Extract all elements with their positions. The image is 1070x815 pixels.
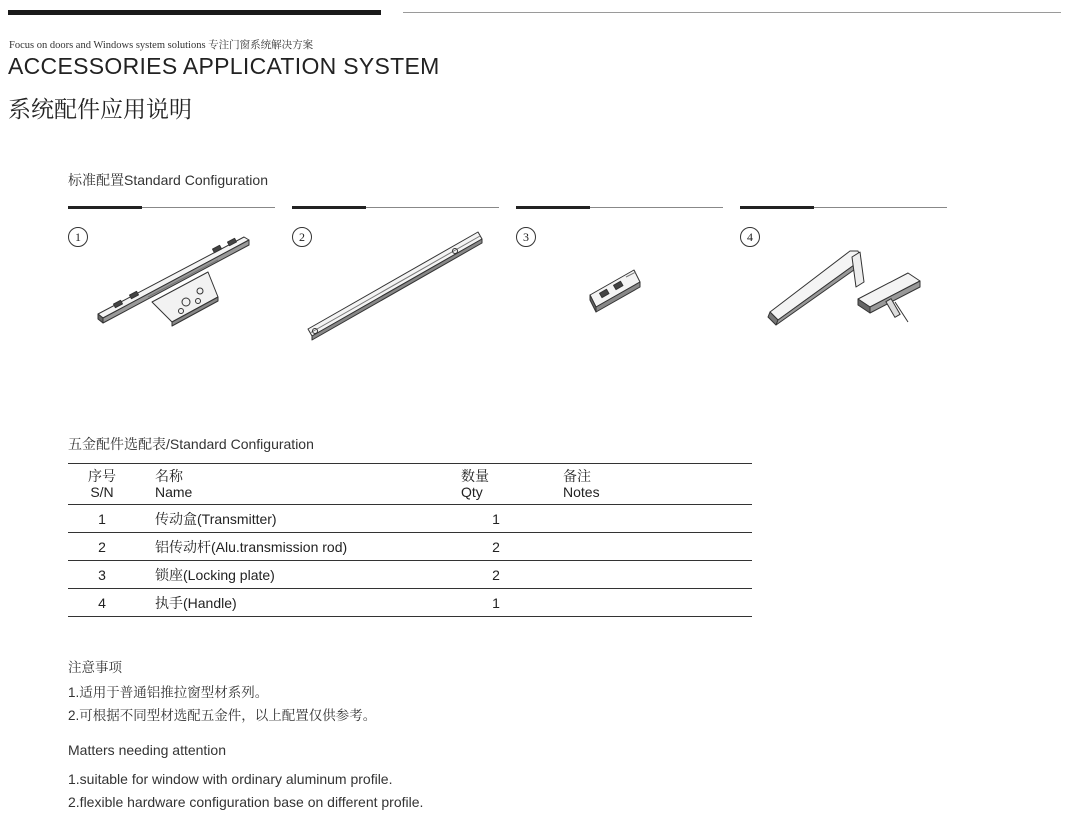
note-line-en: 2.flexible hardware configuration base on different profile.: [68, 793, 424, 810]
row-qty: 1: [492, 594, 500, 611]
note-line-en: 1.suitable for window with ordinary aluminum profile.: [68, 771, 393, 787]
header-sn-en: S/N: [90, 484, 114, 500]
header-qty: [433, 464, 531, 505]
table-row: [68, 505, 752, 533]
header-sn-cn: 序号: [88, 468, 116, 484]
row-notes: [531, 533, 752, 561]
hardware-config-table: [68, 463, 752, 617]
row-qty: 2: [492, 566, 500, 583]
row-sn: 3: [98, 566, 106, 583]
notes-title-en: Matters needing attention: [68, 742, 226, 758]
item-number: 2: [292, 227, 312, 247]
note-line-cn: 1.适用于普通铝推拉窗型材系列。: [68, 685, 269, 700]
header-sn: [68, 464, 136, 505]
item-number: 1: [68, 227, 88, 247]
row-sn: 4: [98, 594, 106, 611]
row-name: 传动盒(Transmitter): [155, 510, 277, 527]
header-notes: [531, 464, 752, 505]
handle-icon: [740, 207, 947, 347]
locking-plate-icon: [516, 207, 723, 347]
item-number: 4: [740, 227, 760, 247]
header-name-en: Name: [155, 484, 193, 500]
row-name: 锁座(Locking plate): [155, 566, 275, 583]
table-header-row: [68, 464, 752, 505]
header-qty-cn: 数量: [461, 468, 489, 484]
page-title-en: ACCESSORIES APPLICATION SYSTEM: [8, 53, 440, 79]
accessory-item-1: [68, 207, 275, 347]
header-notes-cn: 备注: [563, 468, 591, 484]
notes-list-en: [68, 768, 423, 813]
tagline: Focus on doors and Windows system solutions 专注门窗系统解决方案: [9, 40, 314, 51]
notes-list-cn: [68, 681, 376, 727]
row-notes: [531, 505, 752, 533]
table-row: [68, 589, 752, 617]
header-bar-thin: [403, 12, 1061, 13]
row-qty: 1: [492, 510, 500, 527]
accessory-item-4: [740, 207, 947, 347]
header-qty-en: Qty: [461, 484, 483, 500]
header-notes-en: Notes: [563, 484, 600, 500]
note-line-cn: 2.可根据不同型材选配五金件，以上配置仅供参考。: [68, 708, 377, 723]
header-name-cn: 名称: [155, 468, 183, 484]
header-bar-thick: [8, 10, 381, 15]
accessory-item-2: [292, 207, 499, 347]
accessory-item-3: [516, 207, 723, 347]
row-sn: 1: [98, 510, 106, 527]
header-name: [136, 464, 433, 505]
item-number: 3: [516, 227, 536, 247]
table-row: [68, 561, 752, 589]
row-notes: [531, 561, 752, 589]
row-name: 铝传动杆(Alu.transmission rod): [155, 538, 348, 555]
table-row: [68, 533, 752, 561]
notes-title-cn: 注意事项: [68, 660, 122, 675]
hardware-table-label: 五金配件选配表/Standard Configuration: [68, 436, 314, 452]
row-qty: 2: [492, 538, 500, 555]
transmitter-icon: [68, 207, 275, 347]
transmission-rod-icon: [292, 207, 499, 347]
row-notes: [531, 589, 752, 617]
row-sn: 2: [98, 538, 106, 555]
standard-config-label: 标准配置Standard Configuration: [68, 172, 268, 188]
row-name: 执手(Handle): [155, 594, 237, 611]
page-title-cn: 系统配件应用说明: [8, 96, 192, 122]
